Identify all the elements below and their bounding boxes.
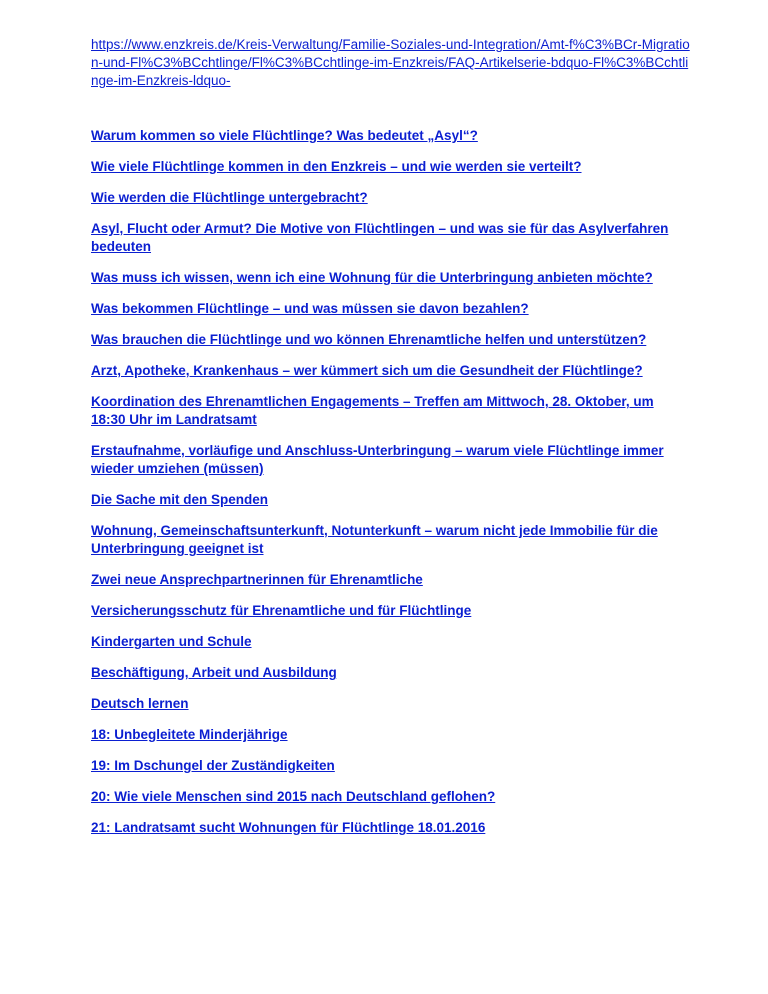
document-page: [91, 36, 691, 850]
faq-link[interactable]: Versicherungsschutz für Ehrenamtliche und für Flüchtlinge: [91, 603, 472, 618]
list-item: [91, 220, 691, 256]
faq-link[interactable]: 21: Landratsamt sucht Wohnungen für Flüchtlinge 18.01.2016: [91, 820, 486, 835]
list-item: [91, 571, 691, 589]
list-item: [91, 726, 691, 744]
list-item: [91, 757, 691, 775]
faq-link[interactable]: Arzt, Apotheke, Krankenhaus – wer kümmert sich um die Gesundheit der Flüchtlinge?: [91, 363, 643, 378]
faq-link[interactable]: Asyl, Flucht oder Armut? Die Motive von Flüchtlingen – und was sie für das Asylverfahren bedeuten: [91, 221, 669, 254]
list-item: [91, 442, 691, 478]
faq-link[interactable]: Was bekommen Flüchtlinge – und was müssen sie davon bezahlen?: [91, 301, 529, 316]
faq-link[interactable]: Erstaufnahme, vorläufige und Anschluss-Unterbringung – warum viele Flüchtlinge immer wieder umziehen (müssen): [91, 443, 664, 476]
list-item: [91, 331, 691, 349]
faq-link[interactable]: Was brauchen die Flüchtlinge und wo können Ehrenamtliche helfen und unterstützen?: [91, 332, 647, 347]
faq-link[interactable]: Wie viele Flüchtlinge kommen in den Enzkreis – und wie werden sie verteilt?: [91, 159, 582, 174]
faq-link[interactable]: Wie werden die Flüchtlinge untergebracht?: [91, 190, 368, 205]
list-item: [91, 602, 691, 620]
list-item: [91, 695, 691, 713]
faq-link[interactable]: Was muss ich wissen, wenn ich eine Wohnung für die Unterbringung anbieten möchte?: [91, 270, 653, 285]
list-item: [91, 633, 691, 651]
faq-link[interactable]: Wohnung, Gemeinschaftsunterkunft, Notunterkunft – warum nicht jede Immobilie für die Unterbringung geeignet ist: [91, 523, 658, 556]
source-url-link[interactable]: https://www.enzkreis.de/Kreis-Verwaltung/Familie-Soziales-und-Integration/Amt-f%C3%BCr-Migration-und-Fl%C3%BCchtlinge/Fl%C3%BCchtlinge-im-Enzkreis/FAQ-Artikelserie-bdquo-Fl%C3%BCchtlinge-im-Enzkreis-ldquo-: [91, 37, 690, 88]
faq-link[interactable]: Die Sache mit den Spenden: [91, 492, 269, 507]
list-item: [91, 362, 691, 380]
faq-link[interactable]: Kindergarten und Schule: [91, 634, 252, 649]
list-item: [91, 522, 691, 558]
list-item: [91, 819, 691, 837]
faq-link[interactable]: 20: Wie viele Menschen sind 2015 nach Deutschland geflohen?: [91, 789, 496, 804]
faq-link[interactable]: Warum kommen so viele Flüchtlinge? Was bedeutet „Asyl“?: [91, 128, 478, 143]
list-item: [91, 664, 691, 682]
faq-link[interactable]: Deutsch lernen: [91, 696, 189, 711]
faq-link[interactable]: 19: Im Dschungel der Zuständigkeiten: [91, 758, 335, 773]
faq-link[interactable]: Koordination des Ehrenamtlichen Engagements – Treffen am Mittwoch, 28. Oktober, um 18:30 Uhr im Landratsamt: [91, 394, 654, 427]
list-item: [91, 189, 691, 207]
list-item: [91, 393, 691, 429]
list-item: [91, 127, 691, 145]
faq-link-list: [91, 127, 691, 837]
list-item: [91, 491, 691, 509]
list-item: [91, 300, 691, 318]
faq-link[interactable]: 18: Unbegleitete Minderjährige: [91, 727, 288, 742]
list-item: [91, 158, 691, 176]
list-item: [91, 269, 691, 287]
list-item: [91, 788, 691, 806]
faq-link[interactable]: Zwei neue Ansprechpartnerinnen für Ehrenamtliche: [91, 572, 423, 587]
faq-link[interactable]: Beschäftigung, Arbeit und Ausbildung: [91, 665, 337, 680]
